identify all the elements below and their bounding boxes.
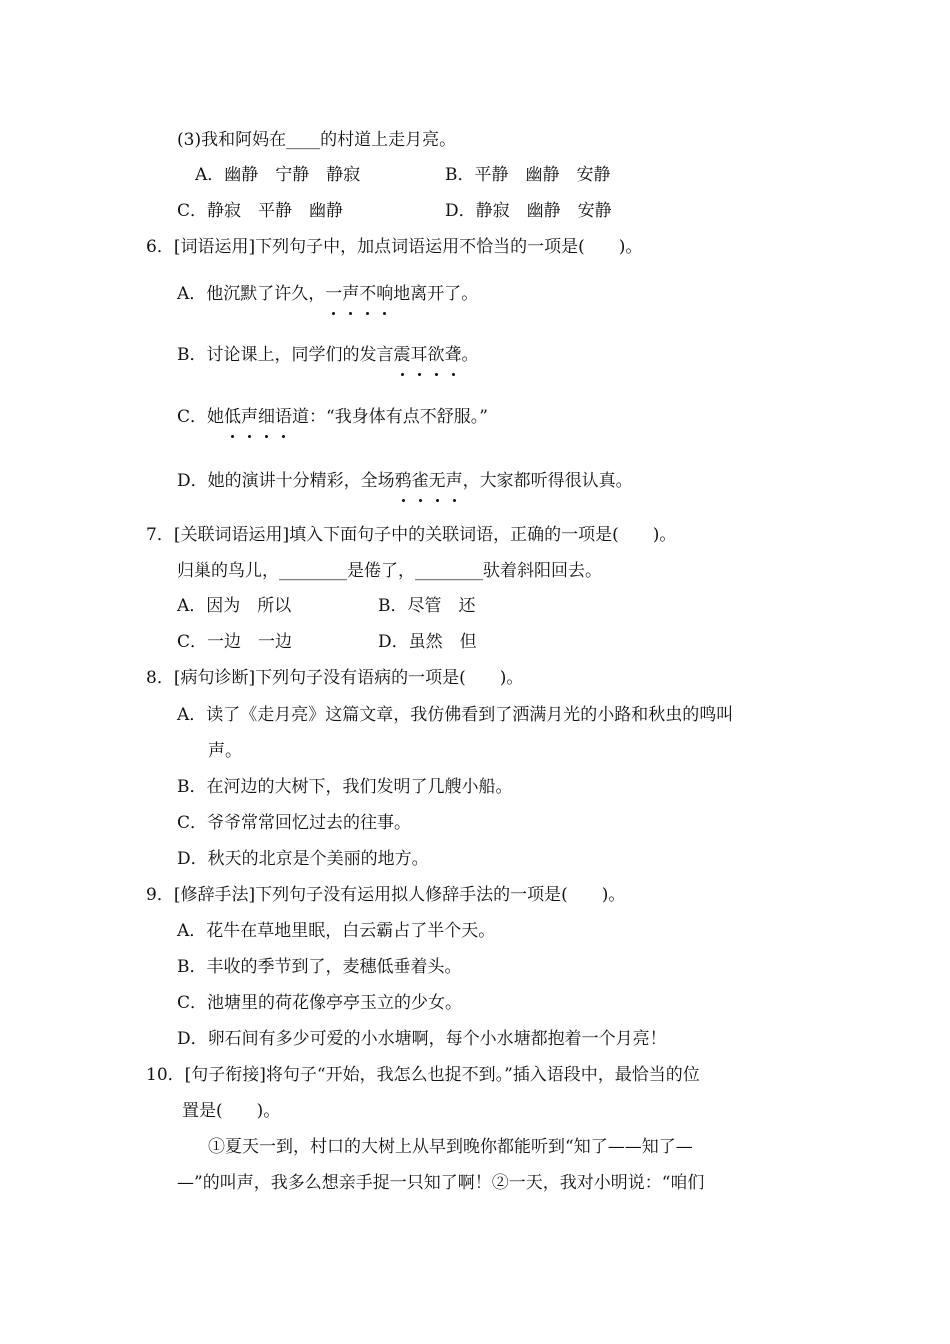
q8-option-a-line2: 声。 xyxy=(208,741,242,761)
emphasis-dot-char: 聋 xyxy=(444,345,462,365)
q9-option-c: C．池塘里的荷花像亭亭玉立的少女。 xyxy=(177,993,463,1013)
q6-a-dotted-word xyxy=(325,284,393,304)
q6-b-text-post: 。 xyxy=(461,345,479,365)
q6-d-text-post: ，大家都听得很认真。 xyxy=(462,471,633,491)
q5-3-option-c: C．静寂 平静 幽静 xyxy=(177,201,344,221)
q5-3-stem: (3)我和阿妈在____的村道上走月亮。 xyxy=(177,130,457,150)
q10-passage-line2: —”的叫声，我多么想亲手捉一只知了啊！②一天，我对小明说：“咱们 xyxy=(177,1173,705,1193)
emphasis-dot-char: 语 xyxy=(275,407,293,427)
q6-b-text-pre: B．讨论课上，同学们的发言 xyxy=(177,345,394,365)
emphasis-dot-char: 一 xyxy=(325,284,343,304)
q6-b-dotted-word xyxy=(394,345,462,365)
q9-option-a: A．花牛在草地里眠，白云霸占了半个天。 xyxy=(177,921,496,941)
q5-3-option-a: A．幽静 宁静 静寂 xyxy=(195,165,361,185)
emphasis-dot-char: 不 xyxy=(359,284,377,304)
q6-c-text-post: 道：“我身体有点不舒服。” xyxy=(292,407,488,427)
q8-option-b: B．在河边的大树下，我们发明了几艘小船。 xyxy=(177,777,513,797)
q10-stem-line1: 10．[句子衔接]将句子“开始，我怎么也捉不到。”插入语段中，最恰当的位 xyxy=(146,1065,700,1085)
emphasis-dot-char: 声 xyxy=(445,471,463,491)
emphasis-dot-char: 雀 xyxy=(411,471,429,491)
q9-stem: 9．[修辞手法]下列句子没有运用拟人修辞手法的一项是( )。 xyxy=(146,885,626,905)
q5-3-option-b: B．平静 幽静 安静 xyxy=(445,165,611,185)
emphasis-dot-char: 欲 xyxy=(427,345,445,365)
emphasis-dot-char: 声 xyxy=(241,407,259,427)
q5-3-option-d: D．静寂 幽静 安静 xyxy=(445,201,612,221)
q6-c-text-pre: C．她 xyxy=(177,407,225,427)
q9-option-b: B．丰收的季节到了，麦穗低垂着头。 xyxy=(177,957,462,977)
q7-option-c: C．一边 一边 xyxy=(177,632,293,652)
q6-option-d xyxy=(177,469,633,493)
emphasis-dot-char: 细 xyxy=(258,407,276,427)
q6-option-b xyxy=(177,343,479,367)
q10-passage-line1: ①夏天一到，村口的大树上从早到晚你都能听到“知了——知了— xyxy=(208,1137,693,1157)
q6-d-dotted-word xyxy=(395,471,463,491)
q7-option-a: A．因为 所以 xyxy=(177,596,292,616)
emphasis-dot-char: 鸦 xyxy=(394,471,412,491)
emphasis-dot-char: 无 xyxy=(428,471,446,491)
q10-stem-line2: 置是( )。 xyxy=(182,1101,281,1121)
q8-option-d: D．秋天的北京是个美丽的地方。 xyxy=(177,849,429,869)
emphasis-dot-char: 声 xyxy=(342,284,360,304)
emphasis-dot-char: 响 xyxy=(376,284,394,304)
q6-option-c xyxy=(177,405,488,429)
q6-a-text-pre: A．他沉默了许久， xyxy=(177,284,326,304)
q8-stem: 8．[病句诊断]下列句子没有语病的一项是( )。 xyxy=(146,668,524,688)
q6-a-text-post: 地离开了。 xyxy=(393,284,479,304)
q6-stem: 6．[词语运用]下列句子中，加点词语运用不恰当的一项是( )。 xyxy=(146,237,643,257)
q7-option-b: B．尽管 还 xyxy=(378,596,476,616)
q6-d-text-pre: D．她的演讲十分精彩，全场 xyxy=(177,471,395,491)
emphasis-dot-char: 低 xyxy=(224,407,242,427)
q6-c-dotted-word xyxy=(224,407,292,427)
q7-option-d: D．虽然 但 xyxy=(378,632,477,652)
q6-option-a xyxy=(177,282,478,306)
q8-option-a-line1: A．读了《走月亮》这篇文章，我仿佛看到了洒满月光的小路和秋虫的鸣叫 xyxy=(177,705,734,725)
q9-option-d: D．卵石间有多少可爱的小水塘啊，每个小水塘都抱着一个月亮！ xyxy=(177,1029,667,1049)
emphasis-dot-char: 耳 xyxy=(410,345,428,365)
emphasis-dot-char: 震 xyxy=(393,345,411,365)
q8-option-c: C．爷爷常常回忆过去的往事。 xyxy=(177,813,412,833)
q7-sentence: 归巢的鸟儿，________是倦了，________驮着斜阳回去。 xyxy=(177,561,602,581)
q7-stem: 7．[关联词语运用]填入下面句子中的关联词语，正确的一项是( )。 xyxy=(146,525,677,545)
